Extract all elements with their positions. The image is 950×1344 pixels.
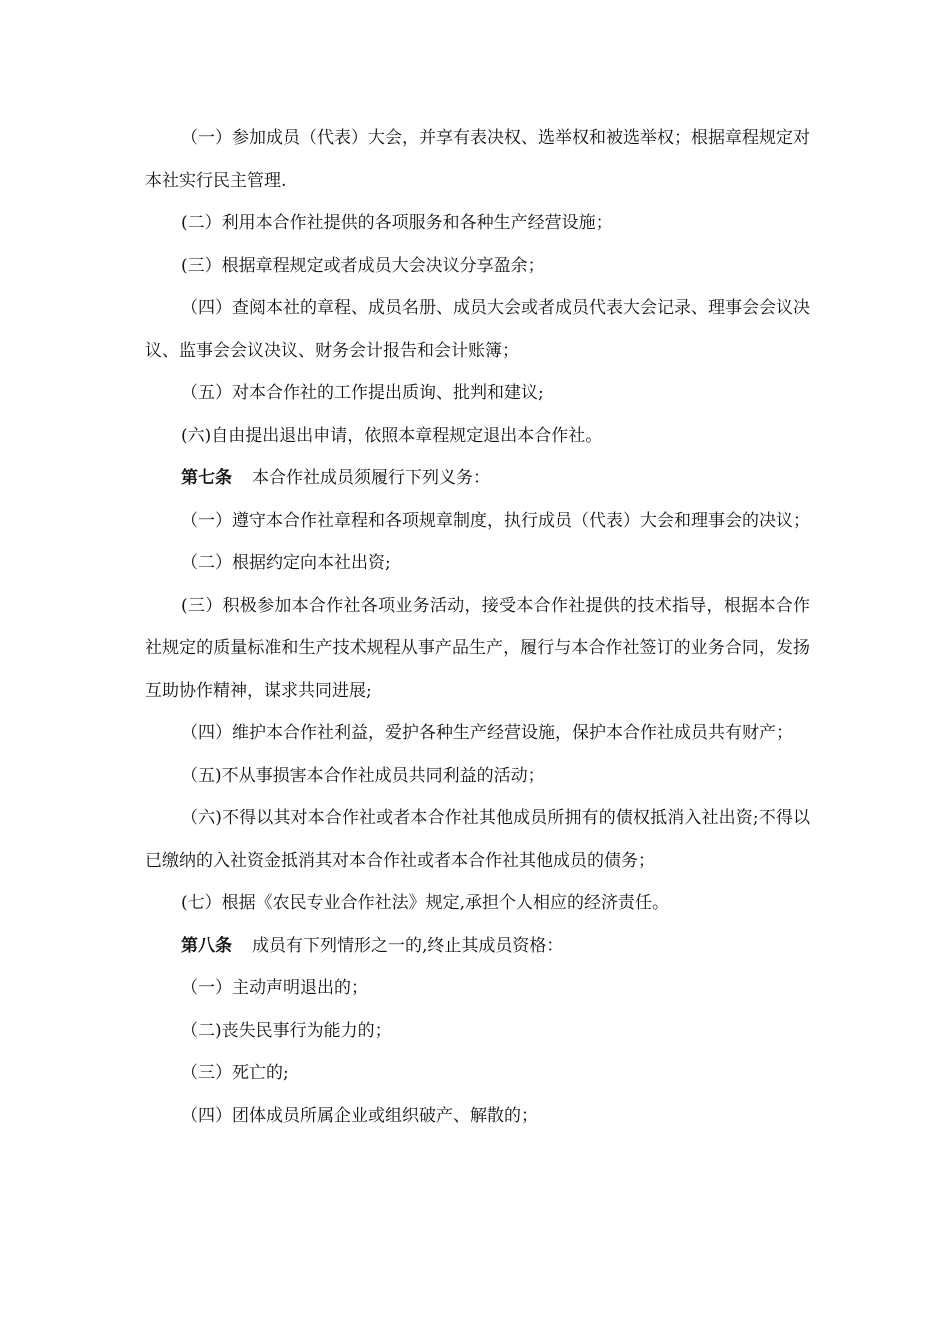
article-title: 第八条 — [181, 935, 232, 956]
clause-item: （五）对本合作社的工作提出质询、批判和建议; — [181, 383, 544, 403]
document-body — [145, 117, 810, 1137]
clause-item: (六)自由提出退出申请，依照本章程规定退出本合作社。 — [181, 425, 603, 446]
clause-item: （一）参加成员（代表）大会，并享有表决权、选举权和被选举权；根据章程规定对本社实行民主管理. — [145, 128, 810, 191]
clause-item: (二）利用本合作社提供的各项服务和各种生产经营设施； — [181, 213, 613, 233]
article-text: 成员有下列情形之一的,终止其成员资格： — [252, 935, 564, 956]
clause-item: (七）根据《农民专业合作社法》规定,承担个人相应的经济责任。 — [181, 893, 670, 913]
article-heading-7 — [145, 457, 810, 500]
clause-item: (三）积极参加本合作社各项业务活动，接受本合作社提供的技术指导，根据本合作社规定的质量标准和生产技术规程从事产品生产，履行与本合作社签订的业务合同，发扬互助协作精神，谋求共同进展; — [145, 595, 810, 701]
clause-item: （一）主动声明退出的； — [181, 978, 368, 998]
clause-item: （六)不得以其对本合作社或者本合作社其他成员所拥有的债权抵消入社出资;不得以已缴纳的入社资金抵消其对本合作社或者本合作社其他成员的债务； — [145, 808, 810, 871]
clause-item: (三）根据章程规定或者成员大会决议分享盈余； — [181, 255, 545, 276]
article-title: 第七条 — [181, 468, 232, 488]
clause-item: （一）遵守本合作社章程和各项规章制度，执行成员（代表）大会和理事会的决议； — [181, 510, 810, 531]
clause-item: （四）团体成员所属企业或组织破产、解散的； — [181, 1105, 538, 1126]
clause-item: （四）查阅本社的章程、成员名册、成员大会或者成员代表大会记录、理事会会议决议、监事会会议决议、财务会计报告和会计账簿； — [145, 298, 810, 361]
clause-item: （二）根据约定向本社出资; — [181, 553, 391, 573]
clause-item: （四）维护本合作社利益，爱护各种生产经营设施，保护本合作社成员共有财产； — [181, 723, 793, 743]
clause-item: （三）死亡的; — [181, 1063, 289, 1083]
article-heading-8 — [145, 925, 810, 968]
article-text: 本合作社成员须履行下列义务： — [252, 468, 490, 488]
clause-item: （二)丧失民事行为能力的； — [181, 1020, 392, 1041]
clause-item: （五)不从事损害本合作社成员共同利益的活动； — [181, 765, 545, 786]
